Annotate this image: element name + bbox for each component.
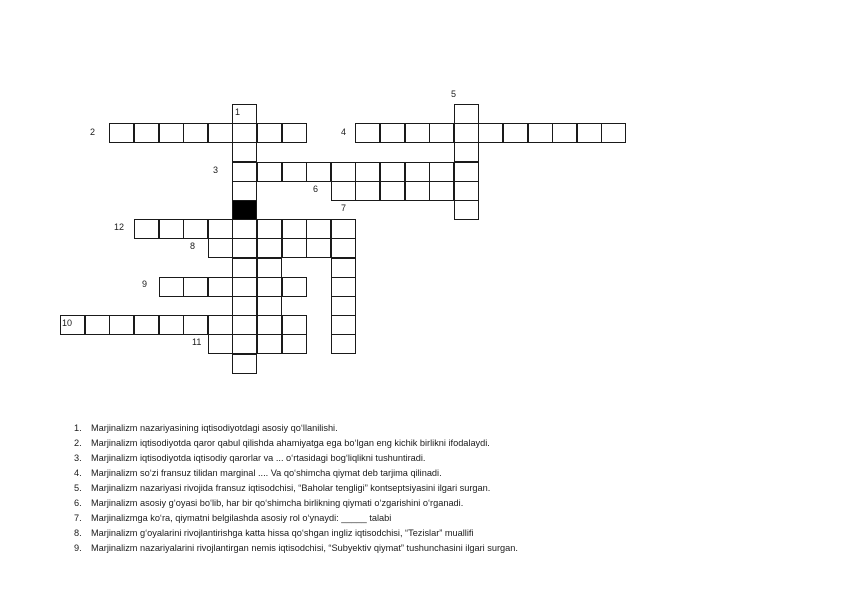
grid-cell[interactable]	[208, 334, 233, 354]
grid-cell[interactable]	[232, 354, 257, 374]
grid-cell[interactable]	[331, 296, 356, 316]
grid-cell[interactable]	[380, 123, 405, 143]
clue-item: 6. Marjinalizm asosiy g‘oyasi bo‘lib, har bir qo‘shimcha birlikning qiymati o‘zgarishini o‘rganadi.	[74, 498, 464, 508]
grid-cell[interactable]	[109, 123, 134, 143]
grid-cell[interactable]	[331, 315, 356, 335]
grid-cell[interactable]	[355, 123, 380, 143]
grid-cell[interactable]	[306, 238, 331, 258]
clue-number-12: 12	[114, 222, 125, 232]
clue-number-10: 10	[62, 318, 73, 328]
grid-cell[interactable]	[528, 123, 553, 143]
grid-cell[interactable]	[183, 277, 208, 297]
black-cell	[232, 200, 257, 220]
grid-cell[interactable]	[454, 123, 479, 143]
grid-cell[interactable]	[405, 123, 430, 143]
grid-cell[interactable]	[429, 162, 454, 182]
clue-number-3: 3	[213, 165, 219, 175]
grid-cell[interactable]	[232, 238, 257, 258]
grid-cell[interactable]	[282, 238, 307, 258]
grid-cell[interactable]	[183, 219, 208, 239]
clue-number-5: 5	[451, 89, 457, 99]
grid-cell[interactable]	[134, 123, 159, 143]
grid-cell[interactable]	[257, 277, 282, 297]
grid-cell[interactable]	[85, 315, 110, 335]
grid-cell[interactable]	[355, 162, 380, 182]
clue-number-4: 4	[341, 127, 347, 137]
grid-cell[interactable]	[454, 200, 479, 220]
grid-cell[interactable]	[405, 181, 430, 201]
grid-cell[interactable]	[134, 315, 159, 335]
grid-cell[interactable]	[331, 238, 356, 258]
grid-cell[interactable]	[405, 162, 430, 182]
grid-cell[interactable]	[232, 315, 257, 335]
clue-item: 5. Marjinalizm nazariyasi rivojida fransuz iqtisodchisi, “Baholar tengligi” kontseptsiyasini ilgari surgan.	[74, 483, 491, 493]
grid-cell[interactable]	[257, 258, 282, 278]
grid-cell[interactable]	[331, 219, 356, 239]
clue-item: 8. Marjinalizm g‘oyalarini rivojlantirishga katta hissa qo‘shgan ingliz iqtisodchisi, “Tezislar” muallifi	[74, 528, 474, 538]
grid-cell[interactable]	[355, 181, 380, 201]
clue-number-2: 2	[90, 127, 96, 137]
clue-item: 1. Marjinalizm nazariyasining iqtisodiyotdagi asosiy qo‘llanilishi.	[74, 423, 338, 433]
grid-cell[interactable]	[282, 277, 307, 297]
grid-cell[interactable]	[208, 123, 233, 143]
grid-cell[interactable]	[331, 334, 356, 354]
clue-item: 2. Marjinalizm iqtisodiyotda qaror qabul qilishda ahamiyatga ega bo‘lgan eng kichik birlikni ifodalaydi.	[74, 438, 490, 448]
clue-number-9: 9	[142, 279, 148, 289]
grid-cell[interactable]	[232, 181, 257, 201]
grid-cell[interactable]	[159, 219, 184, 239]
grid-cell[interactable]	[454, 142, 479, 162]
clue-item: 4. Marjinalizm so‘zi fransuz tilidan marginal .... Va qo‘shimcha qiymat deb tarjima qilinadi.	[74, 468, 442, 478]
clue-item: 3. Marjinalizm iqtisodiyotda iqtisodiy qarorlar va ... o‘rtasidagi bog‘liqlikni tushuntiradi.	[74, 453, 426, 463]
grid-cell[interactable]	[257, 315, 282, 335]
grid-cell[interactable]	[232, 258, 257, 278]
grid-cell[interactable]	[159, 315, 184, 335]
grid-cell[interactable]	[232, 334, 257, 354]
grid-cell[interactable]	[208, 219, 233, 239]
grid-cell[interactable]	[257, 296, 282, 316]
grid-cell[interactable]	[232, 219, 257, 239]
clue-number-7: 7	[341, 203, 347, 213]
grid-cell[interactable]	[208, 277, 233, 297]
grid-cell[interactable]	[454, 104, 479, 124]
grid-cell[interactable]	[232, 277, 257, 297]
grid-cell[interactable]	[183, 315, 208, 335]
grid-cell[interactable]	[429, 181, 454, 201]
grid-cell[interactable]	[282, 162, 307, 182]
grid-cell[interactable]	[454, 162, 479, 182]
grid-cell[interactable]	[282, 123, 307, 143]
grid-cell[interactable]	[601, 123, 626, 143]
grid-cell[interactable]	[306, 219, 331, 239]
grid-cell[interactable]	[380, 162, 405, 182]
grid-cell[interactable]	[331, 162, 356, 182]
clue-number-6: 6	[313, 184, 319, 194]
grid-cell[interactable]	[159, 123, 184, 143]
grid-cell[interactable]	[331, 258, 356, 278]
clue-number-1: 1	[235, 107, 241, 117]
grid-cell[interactable]	[306, 162, 331, 182]
grid-cell[interactable]	[208, 238, 233, 258]
grid-cell[interactable]	[380, 181, 405, 201]
grid-cell[interactable]	[257, 162, 282, 182]
grid-cell[interactable]	[478, 123, 503, 143]
clue-number-8: 8	[190, 241, 196, 251]
grid-cell[interactable]	[503, 123, 528, 143]
grid-cell[interactable]	[232, 162, 257, 182]
grid-cell[interactable]	[208, 315, 233, 335]
grid-cell[interactable]	[282, 315, 307, 335]
clue-list	[74, 421, 794, 556]
grid-cell[interactable]	[109, 315, 134, 335]
grid-cell[interactable]	[577, 123, 602, 143]
clue-number-11: 11	[192, 337, 202, 347]
grid-cell[interactable]	[429, 123, 454, 143]
grid-cell[interactable]	[454, 181, 479, 201]
grid-cell[interactable]	[257, 123, 282, 143]
grid-cell[interactable]	[159, 277, 184, 297]
grid-cell[interactable]	[257, 334, 282, 354]
grid-cell[interactable]	[552, 123, 577, 143]
grid-cell[interactable]	[257, 219, 282, 239]
grid-cell[interactable]	[232, 142, 257, 162]
grid-cell[interactable]	[331, 277, 356, 297]
grid-cell[interactable]	[134, 219, 159, 239]
grid-cell[interactable]	[282, 334, 307, 354]
clue-item: 7. Marjinalizmga ko‘ra, qiymatni belgilashda asosiy rol o‘ynaydi: _____ talabi	[74, 513, 392, 523]
grid-cell[interactable]	[232, 296, 257, 316]
clue-item: 9. Marjinalizm nazariyalarini rivojlantirgan nemis iqtisodchisi, “Subyektiv qiymat” tushunchasini ilgari surgan.	[74, 543, 518, 553]
grid-cell[interactable]	[331, 181, 356, 201]
grid-cell[interactable]	[183, 123, 208, 143]
grid-cell[interactable]	[282, 219, 307, 239]
grid-cell[interactable]	[232, 123, 257, 143]
grid-cell[interactable]	[257, 238, 282, 258]
